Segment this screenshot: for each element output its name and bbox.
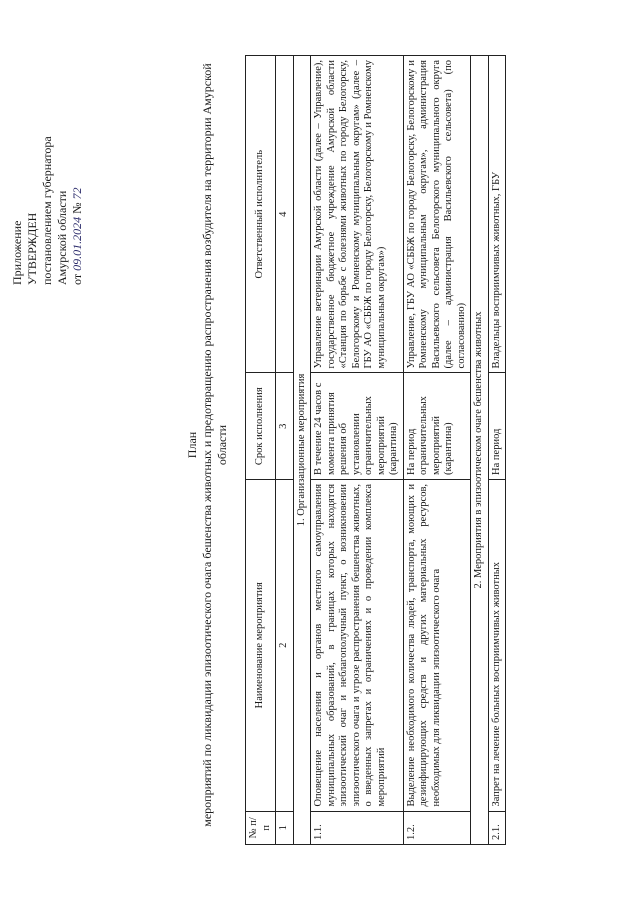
index-cell: 3	[276, 373, 294, 479]
row-term: На период ограничительных мероприятий (карантина)	[403, 373, 471, 479]
date-prefix: от	[70, 273, 84, 285]
approval-block	[10, 5, 85, 285]
section-2-title: 2. Мероприятия в эпизоотическом очаге бешенства животных	[471, 56, 489, 845]
plan-subtitle: мероприятий по ликвидации эпизоотического очага бешенства животных и предотвращению распространения возбудителя на территории Амурской области	[200, 63, 229, 827]
number-value: 72	[70, 187, 84, 200]
table-index-row	[276, 56, 294, 845]
approval-line-4: Амурской области	[55, 190, 69, 285]
header-num: № п/п	[246, 811, 276, 844]
row-name: Выделение необходимого количества людей, транспорта, моющих и дезинфицирующих средств и других материальных ресурсов, необходимых для ликвидации эпизоотического очага	[403, 479, 471, 811]
section-row	[293, 56, 311, 845]
row-resp: Управление, ГБУ АО «СББЖ по городу Белогорску, Белогорскому и Ромненскому муниципальным округам», администрация Васильевского сельсовета Белогорского муниципального округа (далее – администрация Васильевского сельсовета) (по согласованию)	[403, 56, 471, 373]
approval-line-2: УТВЕРЖДЕН	[25, 212, 39, 285]
row-resp: Владельцы восприимчивых животных, ГБУ	[488, 56, 506, 373]
table-header-row	[246, 56, 276, 845]
row-num: 2.1.	[488, 811, 506, 844]
plan-title: План	[185, 431, 199, 459]
number-prefix: №	[70, 202, 84, 214]
row-term: В течение 24 часов с момента принятия решения об установлении ограничительных мероприятий (карантина)	[311, 373, 404, 479]
plan-heading	[185, 45, 230, 845]
row-num: 1.1.	[311, 811, 404, 844]
approval-line-3: постановлением губернатора	[40, 136, 54, 285]
date-value: 09.01.2024	[70, 216, 84, 271]
table-row	[488, 56, 506, 845]
index-cell: 2	[276, 479, 294, 811]
row-name: Запрет на лечение больных восприимчивых животных	[488, 479, 506, 811]
row-name: Оповещение населения и органов местного самоуправления муниципальных образований, в границах которых находятся эпизоотический очаг и неблагополучный пункт, о возникновении эпизоотического очага и угрозе распространения бешенства животных, о введенных запретах и ограничениях и о проведении комплекса мероприятий	[311, 479, 404, 811]
section-row	[471, 56, 489, 845]
row-term: На период	[488, 373, 506, 479]
index-cell: 4	[276, 56, 294, 373]
plan-table	[245, 55, 506, 845]
section-1-title: 1. Организационные мероприятия	[293, 56, 311, 845]
index-cell: 1	[276, 811, 294, 844]
approval-date-line	[70, 5, 85, 285]
header-term: Срок исполнения	[246, 373, 276, 479]
header-name: Наименование мероприятия	[246, 479, 276, 811]
header-resp: Ответственный исполнитель	[246, 56, 276, 373]
table-row	[403, 56, 471, 845]
row-num: 1.2.	[403, 811, 471, 844]
approval-line-1: Приложение	[10, 220, 24, 285]
row-resp: Управление ветеринарии Амурской области (далее – Управление), государственное бюджетное учреждение Амурской области «Станция по борьбе с болезнями животных по городу Белогорску, Белогорскому и Ромненскому муниципальным округам» (далее – ГБУ АО «СББЖ по городу Белогорску, Белогорскому и Ромненскому муниципальным округам»)	[311, 56, 404, 373]
table-row	[311, 56, 404, 845]
